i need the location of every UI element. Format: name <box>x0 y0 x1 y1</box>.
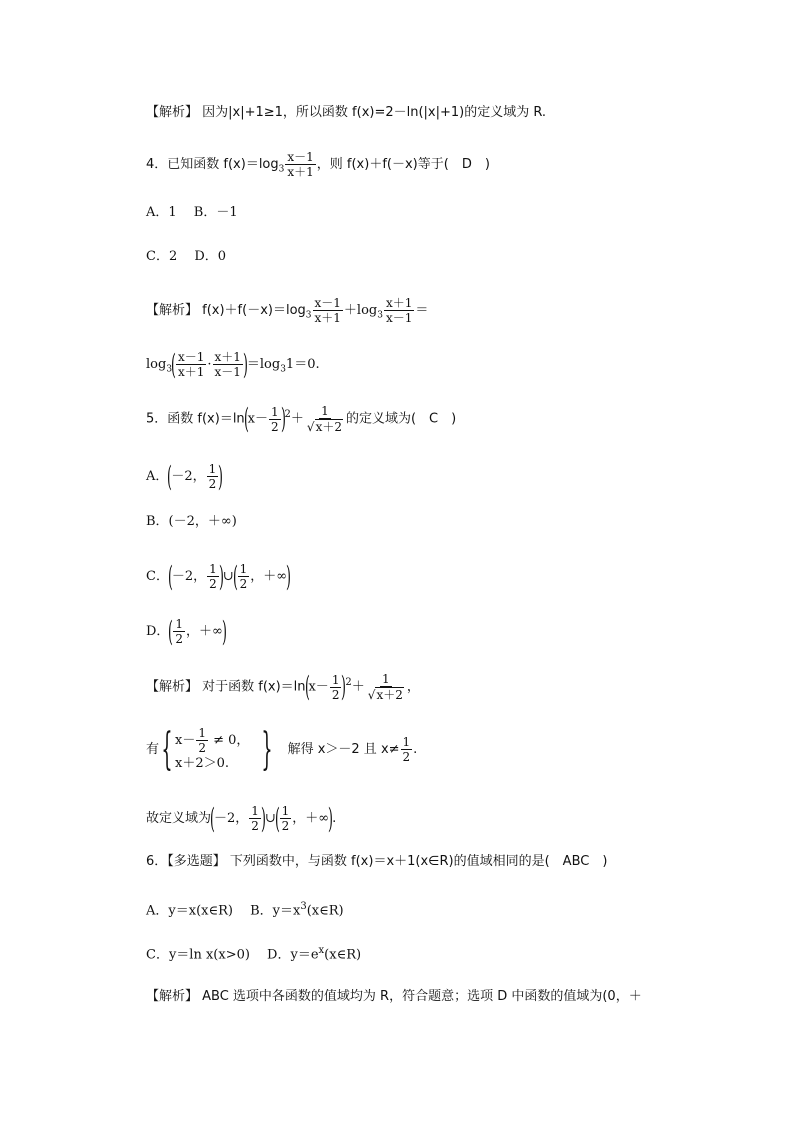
left-paren-icon: ( <box>304 670 310 703</box>
a5-you: 有 <box>146 742 160 757</box>
analysis-5-line-2 <box>146 723 418 775</box>
a5-root-frac <box>366 672 406 702</box>
q5-a-half-num: 1 <box>208 462 217 476</box>
q5-c-half-2 <box>238 562 250 591</box>
a5-half-den: 2 <box>331 687 340 702</box>
q5-plus: ＋ <box>290 411 304 427</box>
a5-system <box>175 726 249 773</box>
a5-solve-half <box>401 735 413 764</box>
right-paren-icon: ) <box>218 459 224 493</box>
q5-prefix: 5．函数 f(x)＝ln <box>146 411 245 427</box>
q5-root-num: 1 <box>321 404 329 418</box>
right-paren-icon: ) <box>286 559 292 593</box>
union-symbol: ∪ <box>264 811 276 826</box>
q4-fraction <box>285 150 315 179</box>
q6-text: 6．【多选题】 下列函数中，与函数 f(x)＝x＋1(x∈R)的值域相同的是( ABC ) <box>146 854 608 869</box>
q5-option-c <box>146 559 292 593</box>
right-paren-icon: ) <box>221 614 227 648</box>
a4-log-base-2: 3 <box>377 310 383 321</box>
a4-l2-base: 3 <box>166 364 173 375</box>
a4-l2-frac-1 <box>176 350 206 379</box>
q5-c-half-1 <box>207 562 219 591</box>
a5-lo: －2， <box>213 811 249 826</box>
analysis-line-3 <box>146 104 546 122</box>
question-4 <box>146 150 490 179</box>
q5-c-label: C． <box>146 569 169 584</box>
a5-square: 2 <box>345 677 352 689</box>
a5-sys-row-2: x＋2＞0. <box>175 756 230 771</box>
q5-c-half-2-den: 2 <box>239 577 248 591</box>
q5-d-inf: ，＋∞ <box>186 624 223 639</box>
q5-c-half-2-num: 1 <box>239 562 248 576</box>
q5-d-label: D． <box>146 624 170 639</box>
analysis-4-line-1 <box>146 296 428 325</box>
a6-text: 【解析】 ABC 选项中各函数的值域均为 R，符合题意；选项 D 中函数的值域为(0，＋ <box>146 989 642 1004</box>
q4-num: x－1 <box>287 150 314 164</box>
a4-frac-1-num: x－1 <box>314 296 341 310</box>
a4-l2-log: log <box>146 357 167 372</box>
q4-den: x＋1 <box>287 165 314 179</box>
a4-l2-end: 1＝0. <box>285 357 320 372</box>
a4-l2-frac-2 <box>213 350 243 379</box>
q6-cd-text: C．y＝ln x(x>0) D．y＝e <box>146 947 319 963</box>
a5-solve: 解得 x＞－2 且 x≠ <box>287 742 400 757</box>
q5-c-half-1-den: 2 <box>209 577 217 591</box>
right-paren-icon: ) <box>280 402 286 435</box>
right-paren-icon: ) <box>328 801 334 835</box>
a5-root-den: √x＋2 <box>367 688 403 702</box>
a4-l2-dot: · <box>207 357 212 372</box>
right-paren-icon: ) <box>242 347 248 381</box>
a5-dom-half-2-den: 2 <box>281 819 290 833</box>
a4-frac-2 <box>384 296 414 325</box>
a4-plus: ＋log <box>343 303 378 318</box>
q5-d-half <box>173 617 185 646</box>
a5-dom-half-2 <box>280 804 292 833</box>
q5-a-half-den: 2 <box>208 477 217 491</box>
a4-prefix: 【解析】 f(x)＋f(－x)＝log <box>146 303 306 318</box>
a5-dom-half-2-num: 1 <box>281 804 290 818</box>
a4-l2-frac-1-den: x＋1 <box>177 365 205 379</box>
q5-option-a <box>146 459 224 493</box>
left-paren-icon: ( <box>167 559 173 593</box>
q6-exp: x <box>318 945 325 956</box>
a4-frac-2-num: x＋1 <box>385 296 413 310</box>
q5-half-den: 2 <box>270 419 279 434</box>
left-paren-icon: ( <box>210 801 215 835</box>
q4-suffix: ，则 f(x)＋f(－x)等于( D ) <box>316 157 490 172</box>
q5-option-d <box>146 614 227 648</box>
q4-options-ab-text: A．1 B．－1 <box>146 205 238 220</box>
q6-ab-tail: (x∈R) <box>306 903 344 919</box>
q5-c-inf: ，＋∞ <box>250 569 288 584</box>
q6-ab-text: A．y＝x(x∈R) B．y＝x <box>146 903 301 919</box>
q5-half <box>269 405 281 434</box>
q5-d-half-den: 2 <box>175 632 184 646</box>
q6-cd-tail: (x∈R) <box>324 947 362 963</box>
a5-radicand: x＋2 <box>376 688 403 702</box>
a5-inf: ，＋∞ <box>292 811 330 826</box>
a4-log-base-1: 3 <box>305 310 312 321</box>
right-brace-icon: } <box>261 723 274 775</box>
a5-comma: ， <box>406 679 420 695</box>
a5-dom-half-1-den: 2 <box>251 819 259 833</box>
a5-half <box>330 673 342 702</box>
q6-cube: 3 <box>300 901 307 912</box>
q5-c-lo: －2， <box>171 569 207 584</box>
q4-log-base: 3 <box>278 164 285 175</box>
a4-l2-frac-1-num: x－1 <box>177 350 205 364</box>
a4-l2-frac-2-num: x＋1 <box>214 350 241 364</box>
q4-options-ab <box>146 204 238 222</box>
a5-prefix: 【解析】 对于函数 f(x)＝ln <box>146 679 306 695</box>
left-paren-icon: ( <box>171 347 176 381</box>
a4-frac-1-den: x＋1 <box>314 311 341 325</box>
a4-eq: ＝ <box>415 303 429 318</box>
a4-frac-1 <box>313 296 343 325</box>
a5-half-num: 1 <box>331 672 340 687</box>
q6-options-cd <box>146 942 361 964</box>
q5-square: 2 <box>284 409 291 421</box>
q5-b-text: B．(－2，＋∞) <box>146 514 237 529</box>
left-paren-icon: ( <box>274 801 280 835</box>
a5-x: x－ <box>308 679 329 695</box>
a5-solve-half-den: 2 <box>402 750 411 764</box>
left-paren-icon: ( <box>232 559 238 593</box>
a5-sys-half-den: 2 <box>198 741 206 755</box>
left-paren-icon: ( <box>167 459 173 493</box>
q5-half-num: 1 <box>270 404 279 419</box>
q6-options-ab <box>146 898 344 920</box>
a5-dom-half-1 <box>249 804 261 833</box>
a4-l2-suffix: ＝log <box>246 357 281 372</box>
question-6 <box>146 853 607 871</box>
right-paren-icon: ) <box>341 670 347 703</box>
right-paren-icon: ) <box>218 559 224 593</box>
a4-l2-base-2: 3 <box>280 364 286 375</box>
q5-c-half-1-num: 1 <box>209 562 217 576</box>
q4-options-cd <box>146 248 226 266</box>
analysis-6 <box>146 988 642 1006</box>
analysis-5-line-1 <box>146 672 420 702</box>
question-5 <box>146 404 456 434</box>
a5-sys-half-num: 1 <box>198 726 206 740</box>
a4-l2-frac-2-den: x－1 <box>214 365 241 379</box>
a5-dom-half-1-num: 1 <box>251 804 259 818</box>
left-paren-icon: ( <box>168 614 174 648</box>
q5-radicand: x＋2 <box>315 420 342 434</box>
q5-suffix: 的定义域为( C ) <box>345 411 457 427</box>
a5-sys1a: x－ <box>175 733 196 748</box>
a5-dot: . <box>413 742 418 757</box>
q5-option-b <box>146 513 237 531</box>
analysis-text: 【解析】 因为|x|+1≥1，所以函数 f(x)=2－ln(|x|+1)的定义域为 R. <box>146 105 547 120</box>
union-symbol: ∪ <box>222 569 234 584</box>
a5-plus: ＋ <box>351 679 365 695</box>
a5-sys-half <box>196 726 208 755</box>
q4-prefix: 4．已知函数 f(x)＝log <box>146 157 279 172</box>
q5-root-den: √x＋2 <box>306 420 342 434</box>
q5-root-frac <box>305 404 345 434</box>
analysis-4-line-2 <box>146 347 320 381</box>
a5-sys1b: ≠ 0， <box>209 733 250 748</box>
q5-a-lo: －2， <box>171 469 206 484</box>
left-paren-icon: ( <box>243 402 249 435</box>
q5-a-label: A． <box>146 469 169 484</box>
a4-frac-2-den: x－1 <box>385 311 413 325</box>
analysis-5-line-3 <box>146 801 337 835</box>
a5-root-num: 1 <box>381 672 390 686</box>
a5-end: . <box>332 811 337 826</box>
q5-a-half <box>207 462 219 491</box>
a5-domain: 故定义域为 <box>146 811 212 826</box>
q5-d-half-num: 1 <box>175 617 184 631</box>
a5-solve-half-num: 1 <box>402 735 411 749</box>
q4-options-cd-text: C．2 D．0 <box>146 249 227 264</box>
a5-sys-row-1 <box>175 726 249 755</box>
q5-x: x－ <box>247 411 268 427</box>
left-brace-icon: { <box>161 723 173 775</box>
right-paren-icon: ) <box>260 801 266 835</box>
